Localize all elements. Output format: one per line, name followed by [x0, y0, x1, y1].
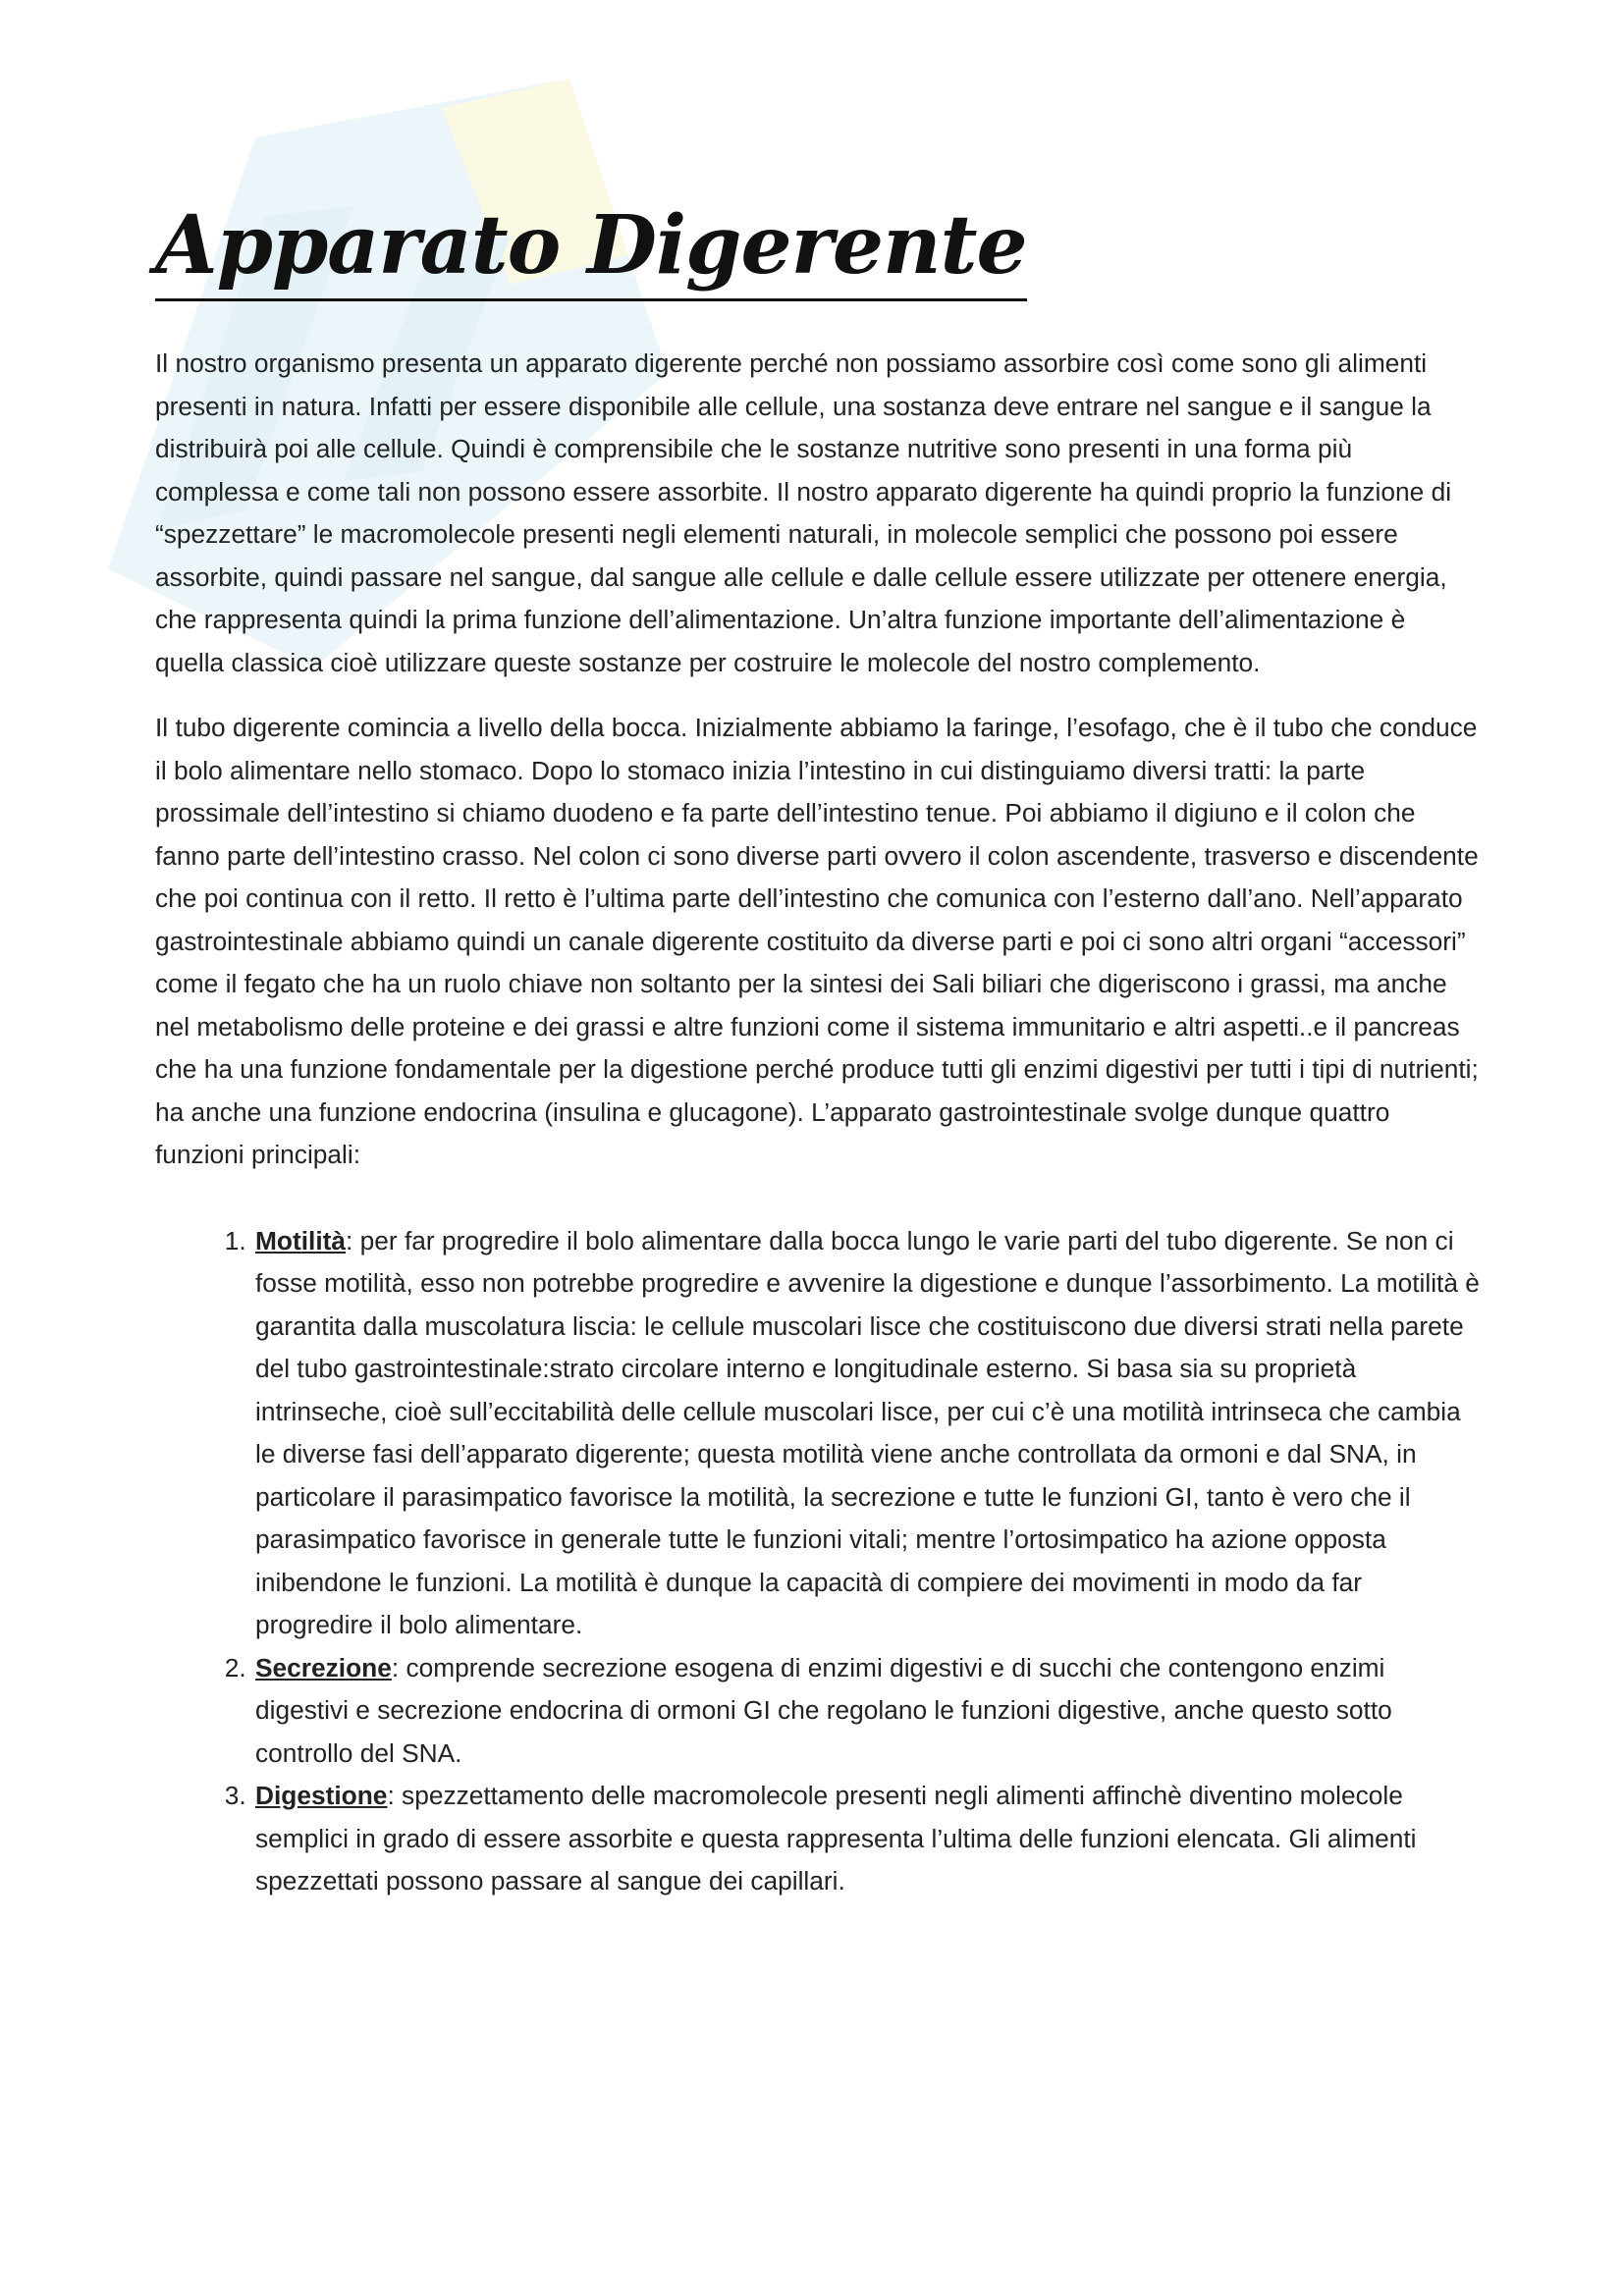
list-item-term: Motilità — [255, 1225, 347, 1255]
functions-list — [155, 1220, 1481, 1903]
list-item-text: : spezzettamento delle macromolecole presenti negli alimenti affinchè diventino molecole semplici in grado di essere assorbite e questa rappresenta l’ultima delle funzioni elencata. Gli alimenti spezzettati possono passare al sangue dei capillari. — [255, 1781, 1417, 1896]
list-item — [253, 1220, 1481, 1647]
document-page — [155, 196, 1481, 1903]
list-item-text: : per far progredire il bolo alimentare dalla bocca lungo le varie parti del tubo digerente. Se non ci fosse motilità, esso non potrebbe progredire e avvenire la digestione e dunque l’assorbimento. La motilità è garantita dalla muscolatura liscia: le cellule muscolari lisce che costituiscono due diversi strati nella parete del tubo gastrointestinale:strato circolare interno e longitudinale esterno. Si basa sia su proprietà intrinseche, cioè sull’eccitabilità delle cellule muscolari lisce, per cui c’è una motilità intrinseca che cambia le diverse fasi dell’apparato digerente; questa motilità viene anche controllata da ormoni e dal SNA, in particolare il parasimpatico favorisce la motilità, la secrezione e tutte le funzioni GI, tanto è vero che il parasimpatico favorisce in generale tutte le funzioni vitali; mentre l’ortosimpatico ha azione opposta inibendone le funzioni. La motilità è dunque la capacità di compiere dei movimenti in modo da far progredire il bolo alimentare. — [255, 1225, 1480, 1639]
intro-paragraph: Il nostro organismo presenta un apparato digerente perché non possiamo assorbire così come sono gli alimenti presenti in natura. Infatti per essere disponibile alle cellule, una sostanza deve entrare nel sangue e il sangue la distribuirà poi alle cellule. Quindi è comprensibile che le sostanze nutritive sono presenti in una forma più complessa e come tali non possono essere assorbite. Il nostro apparato digerente ha quindi proprio la funzione di “spezzettare” le macromolecole presenti negli elementi naturali, in molecole semplici che possono poi essere assorbite, quindi passare nel sangue, dal sangue alle cellule e dalle cellule essere utilizzate per ottenere energia, che rappresenta quindi la prima funzione dell’alimentazione. Un’altra funzione importante dell’alimentazione è quella classica cioè utilizzare queste sostanze per costruire le molecole del nostro complemento. — [155, 348, 1452, 677]
list-item-text: : comprende secrezione esogena di enzimi digestivi e di succhi che contengono enzimi digestivi e secrezione endocrina di ormoni GI che regolano le funzioni digestive, anche questo sotto controllo del SNA. — [255, 1652, 1392, 1768]
document-title: Apparato Digerente — [155, 196, 1027, 301]
digestive-tract-paragraph: Il tubo digerente comincia a livello della bocca. Inizialmente abbiamo la faringe, l’esofago, che è il tubo che conduce il bolo alimentare nello stomaco. Dopo lo stomaco inizia l’intestino in cui distinguiamo diversi tratti: la parte prossimale dell’intestino si chiamo duodeno e fa parte dell’intestino tenue. Poi abbiamo il digiuno e il colon che fanno parte dell’intestino crasso. Nel colon ci sono diverse parti ovvero il colon ascendente, trasverso e discendente che poi continua con il retto. Il retto è l’ultima parte dell’intestino che comunica con l’esterno dall’ano. Nell’apparato gastrointestinale abbiamo quindi un canale digerente costituito da diverse parti e poi ci sono altri organi “accessori” come il fegato che ha un ruolo chiave non soltanto per la sintesi dei Sali biliari che digeriscono i grassi, ma anche nel metabolismo delle proteine e dei grassi e altre funzioni come il sistema immunitario e altri aspetti..e il pancreas che ha una funzione fondamentale per la digestione perché produce tutti gli enzimi digestivi per tutti i tipi di nutrienti; ha anche una funzione endocrina (insulina e glucagone). L’apparato gastrointestinale svolge dunque quattro funzioni principali: — [155, 713, 1479, 1169]
list-item — [253, 1647, 1481, 1776]
list-item-term: Secrezione — [255, 1652, 392, 1682]
list-item — [253, 1775, 1481, 1903]
list-item-term: Digestione — [255, 1781, 388, 1810]
